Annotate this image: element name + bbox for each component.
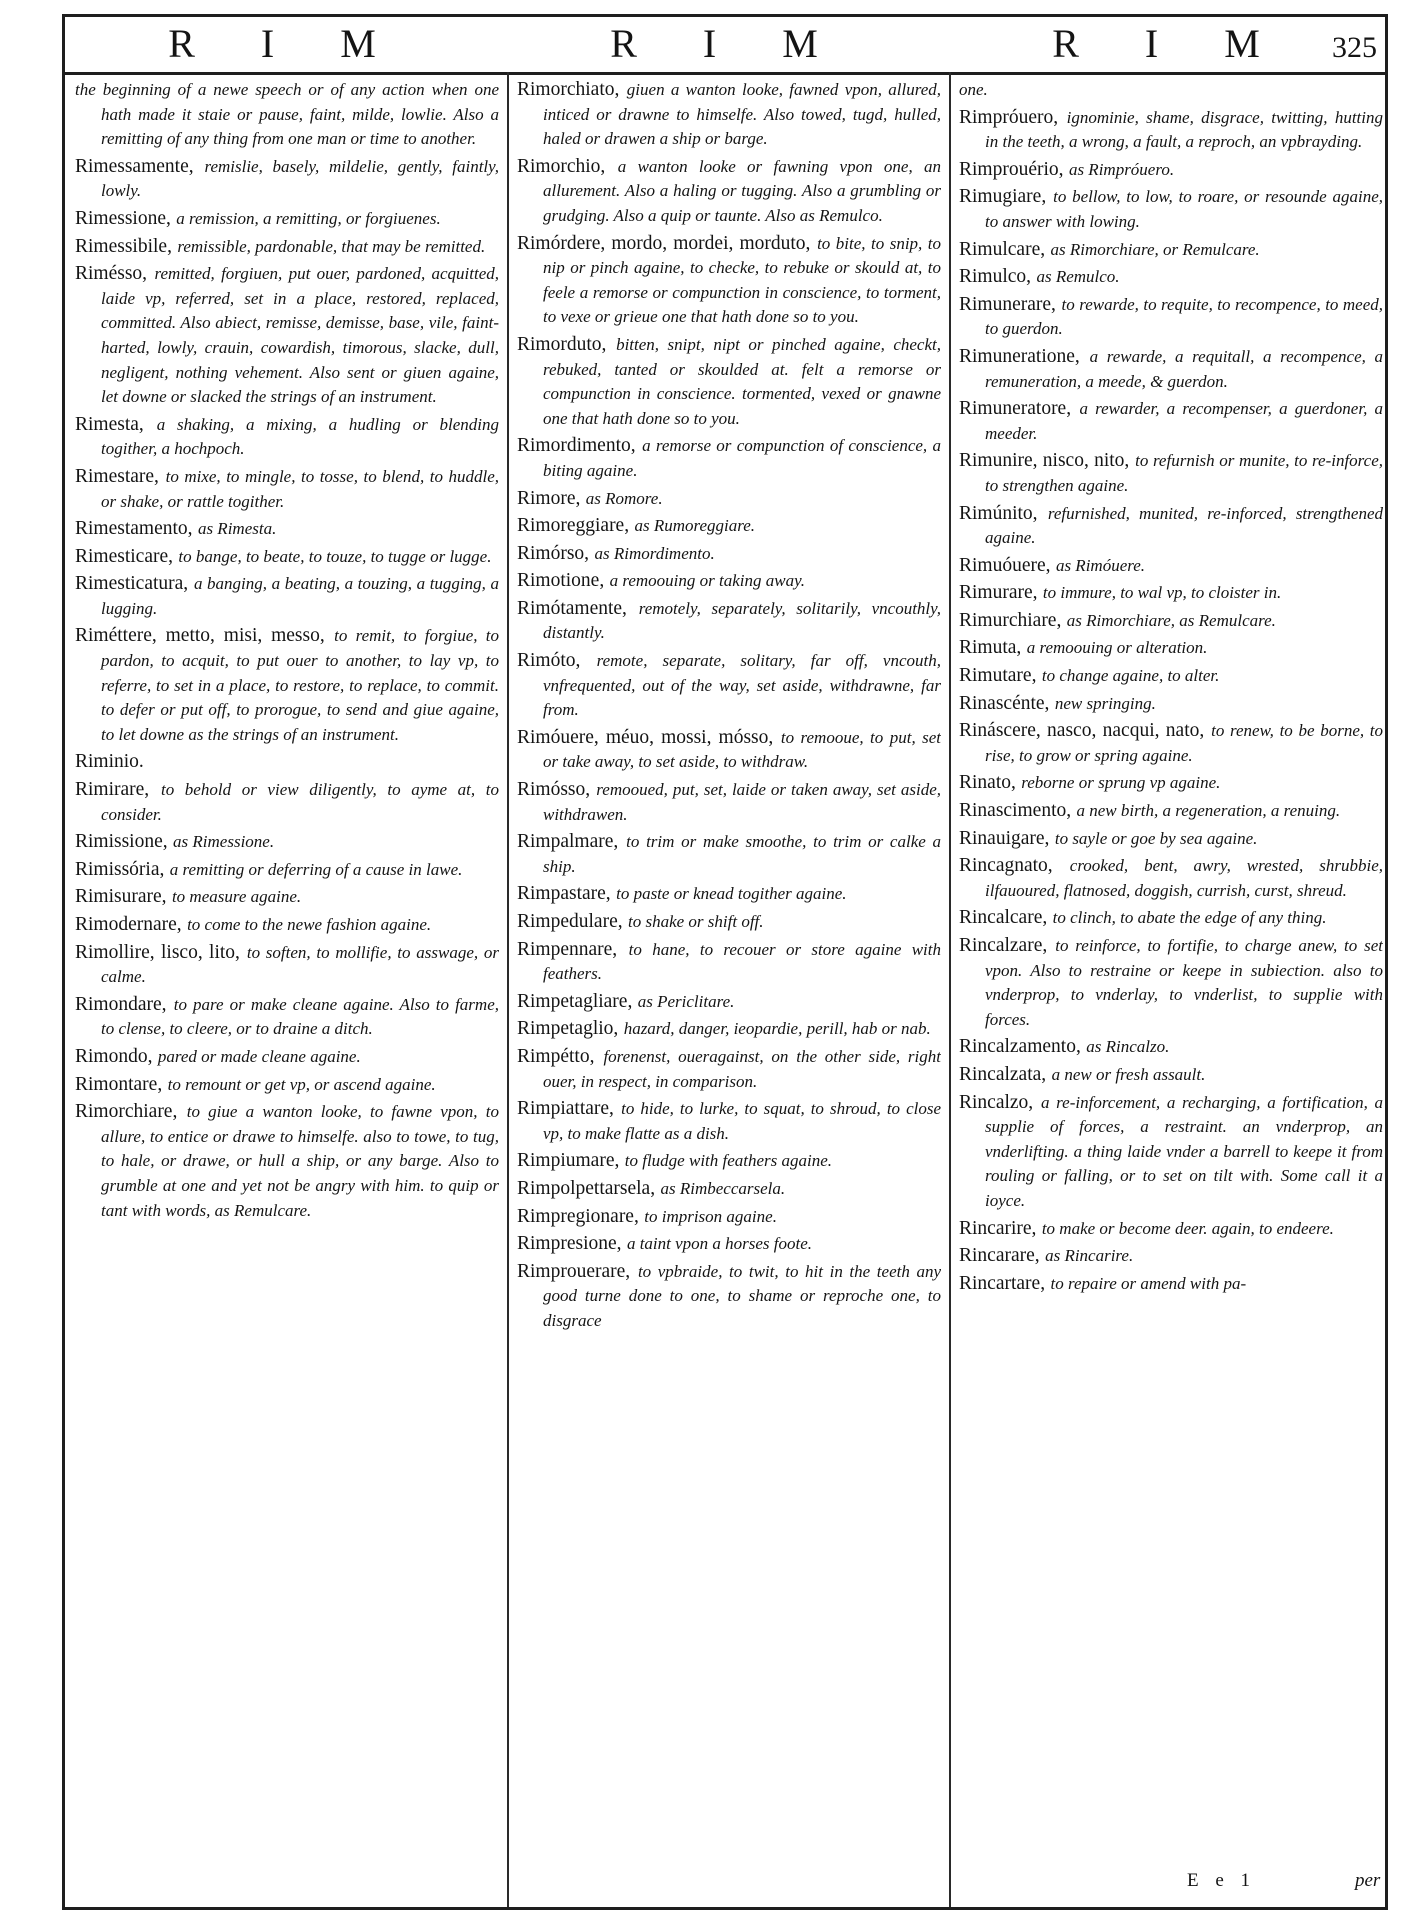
entry-definition: a re-inforcement, a recharging, a fortification, a supplie of forces, a restraint. an vnderprop, an vnderlifting. a thing laide vnder a barrell to keepe it from rouling or falling, or to set on tilt with. Some call it a ioyce.	[985, 1092, 1383, 1210]
dictionary-entry	[517, 78, 941, 152]
entry-definition: bitten, snipt, nipt or pinched againe, checkt, rebuked, tanted or skoulded at. felt a remorse or compunction in conscience. tormented, vexed or gnawne one that hath done so to you.	[543, 334, 941, 428]
entry-headword: Rimprouerare,	[517, 1260, 631, 1282]
dictionary-entry	[959, 934, 1383, 1032]
entry-definition: remislie, basely, mildelie, gently, faintly, lowly.	[101, 156, 499, 201]
column-divider-2	[949, 72, 951, 1910]
entry-headword: Rimunerare,	[959, 293, 1056, 315]
dictionary-entry	[959, 827, 1383, 852]
entry-definition: to bange, to beate, to touze, to tugge or lugge.	[178, 546, 492, 566]
dictionary-entry	[75, 262, 499, 410]
entry-definition: as Romore.	[585, 488, 663, 508]
entry-headword: Rimorchiare,	[75, 1101, 178, 1123]
entry-headword: Rimpregionare,	[517, 1205, 639, 1227]
entry-definition: ignominie, shame, disgrace, twitting, hutting in the teeth, a wrong, a fault, a reproch, an vpbrayding.	[985, 107, 1383, 152]
entry-headword: Rimpiattare,	[517, 1098, 614, 1120]
entry-headword: Rimpastare,	[517, 883, 611, 905]
entry-headword: Rimórso,	[517, 542, 590, 564]
page-number: 325	[1332, 31, 1377, 64]
dictionary-entry	[517, 1205, 941, 1230]
entry-headword: Rimodernare,	[75, 914, 182, 935]
dictionary-entry	[959, 771, 1383, 796]
entry-headword: Rimissione,	[75, 831, 168, 853]
entry-definition: a new birth, a regeneration, a renuing.	[1076, 801, 1341, 821]
entry-headword: Rimuóuere,	[959, 554, 1051, 576]
entry-headword: Rimore,	[517, 487, 581, 509]
dictionary-entry	[75, 545, 499, 570]
entry-definition: as Rimorchiare, or Remulcare.	[1050, 239, 1260, 259]
entry-headword: Rimollire, lisco, lito,	[75, 941, 240, 963]
dictionary-entry	[75, 1045, 499, 1070]
entry-definition: a wanton looke or fawning vpon one, an allurement. Also a haling or tugging. Also a grumbling or grudging. Also a quip or taunte. Also as Remulco.	[543, 156, 941, 225]
running-head	[65, 18, 1385, 70]
dictionary-entry	[517, 333, 941, 431]
entry-definition: a taint vpon a horses foote.	[626, 1234, 813, 1254]
entry-headword: Rinascimento,	[959, 800, 1072, 822]
entry-definition: to sayle or goe by sea againe.	[1054, 828, 1258, 848]
running-head-right: R I M	[1052, 21, 1288, 66]
entry-definition: crooked, bent, awry, wrested, shrubbie, ilfauoured, flatnosed, doggish, currish, curst, shreud.	[985, 856, 1383, 900]
entry-definition: to bite, to snip, to nip or pinch againe, to checke, to rebuke or skould at, to feele a remorse or compunction in conscience, to torment, to vexe or grieue one that hath done so to you.	[543, 233, 941, 327]
dictionary-entry	[959, 609, 1383, 634]
entry-definition: a remorse or compunction of conscience, a biting againe.	[543, 436, 941, 480]
dictionary-entry	[75, 778, 499, 827]
entry-headword: Riméttere, metto, misi, messo,	[75, 625, 325, 647]
entry-headword: Rimoreggiare,	[517, 515, 630, 537]
dictionary-entry	[75, 830, 499, 855]
dictionary-entry	[959, 581, 1383, 606]
entry-definition: as Rimorchiare, as Remulcare.	[1066, 610, 1276, 630]
entry-definition: to shake or shift off.	[628, 912, 764, 931]
entry-definition: remotely, separately, solitarily, vncouthly, distantly.	[543, 598, 941, 643]
entry-headword: Rimissória,	[75, 858, 165, 880]
entry-headword: Rimuneratore,	[959, 398, 1072, 420]
entry-headword: Rimpiumare,	[517, 1150, 620, 1172]
entry-headword: Rimpétto,	[517, 1045, 595, 1067]
dictionary-entry	[75, 207, 499, 232]
dictionary-entry	[75, 413, 499, 462]
entry-headword: Rimprouério,	[959, 158, 1064, 180]
entry-headword: Rincartare,	[959, 1272, 1046, 1294]
dictionary-entry	[959, 854, 1383, 903]
entry-definition: to change againe, to alter.	[1041, 666, 1220, 686]
dictionary-entry	[959, 345, 1383, 394]
top-rule	[65, 14, 1385, 17]
entry-definition: remote, separate, solitary, far off, vncouth, vnfrequented, out of the way, set aside, withdrawne, far from.	[543, 651, 941, 720]
entry-definition: to measure againe.	[171, 887, 302, 907]
entry-definition: new springing.	[1054, 693, 1156, 713]
entry-definition: remissible, pardonable, that may be remitted.	[177, 236, 486, 256]
entry-definition: hazard, danger, ieopardie, perill, hab or nab.	[623, 1019, 931, 1039]
entry-definition: to clinch, to abate the edge of any thing.	[1052, 908, 1327, 928]
entry-headword: Rimórdere, mordo, mordei, morduto,	[517, 232, 811, 254]
entry-definition: a remoouing or alteration.	[1026, 638, 1208, 658]
entry-headword: Rimorchio,	[517, 155, 606, 177]
dictionary-entry	[959, 502, 1383, 551]
entry-headword: Rincalzamento,	[959, 1036, 1081, 1058]
entry-headword: Rimurare,	[959, 582, 1038, 604]
entry-definition: one.	[959, 80, 988, 99]
dictionary-entry	[517, 882, 941, 907]
column-3	[959, 78, 1383, 1838]
dictionary-entry	[75, 750, 499, 775]
entry-headword: Rincarare,	[959, 1245, 1040, 1267]
entry-headword: Rimúnito,	[959, 502, 1038, 524]
entry-definition: pared or made cleane againe.	[157, 1046, 361, 1066]
dictionary-entry	[517, 434, 941, 483]
entry-definition: a remitting or deferring of a cause in lawe.	[169, 859, 463, 879]
entry-definition: to hide, to lurke, to squat, to shroud, to close vp, to make flatte as a dish.	[543, 1099, 941, 1143]
entry-definition: refurnished, munited, re-inforced, strengthened againe.	[985, 503, 1383, 548]
entry-headword: Rimordimento,	[517, 435, 636, 457]
dictionary-page	[62, 14, 1388, 1910]
entry-definition: as Rimordimento.	[594, 543, 715, 563]
entry-definition: forenenst, oueragainst, on the other side, right ouer, in respect, in comparison.	[543, 1046, 941, 1091]
entry-definition: to soften, to mollifie, to asswage, or calme.	[101, 942, 499, 987]
dictionary-entry	[75, 858, 499, 883]
dictionary-entry	[517, 569, 941, 594]
entry-headword: Rimpolpettarsela,	[517, 1177, 656, 1199]
dictionary-entry	[959, 1091, 1383, 1214]
entry-headword: Rimpennare,	[517, 938, 618, 960]
entry-headword: Rinauigare,	[959, 827, 1050, 849]
entry-headword: Rináscere, nasco, nacqui, nato,	[959, 720, 1205, 742]
entry-definition: to hane, to recouer or store againe with feathers.	[543, 939, 941, 984]
dictionary-entry	[75, 465, 499, 514]
entry-definition: a shaking, a mixing, a hudling or blending togither, a hochpoch.	[101, 414, 499, 459]
entry-headword: Rimpalmare,	[517, 831, 619, 853]
entry-definition: as Rimessione.	[173, 832, 275, 852]
entry-headword: Rimessibile,	[75, 235, 172, 257]
dictionary-entry	[75, 155, 499, 204]
dictionary-entry	[75, 517, 499, 542]
dictionary-entry	[75, 941, 499, 990]
entry-definition: to mixe, to mingle, to tosse, to blend, to huddle, or shake, or rattle togither.	[101, 466, 499, 511]
entry-headword: Rimestare,	[75, 465, 159, 487]
dictionary-entry	[959, 906, 1383, 931]
dictionary-entry	[75, 78, 499, 152]
entry-definition: to giue a wanton looke, to fawne vpon, to allure, to entice or drawe to himselfe. also to towe, to tug, to hale, or drawe, or hull a ship, or any barge. Also to grumble at one and yet not be angry with him. to quip or tant with words, as Remulcare.	[101, 1102, 499, 1220]
entry-headword: Rimuneratione,	[959, 345, 1080, 367]
page-footer	[65, 1864, 1385, 1904]
entry-definition: as Periclitare.	[637, 991, 735, 1011]
signature-mark: E e 1	[1187, 1870, 1257, 1891]
entry-headword: Rimesta,	[75, 413, 144, 435]
dictionary-entry	[959, 78, 1383, 103]
entry-definition: giuen a wanton looke, fawned vpon, allured, inticed or drawne to himselfe. Also towed, tugd, hulled, haled or drawen a ship or barge.	[543, 80, 941, 149]
dictionary-entry	[959, 106, 1383, 155]
entry-definition: to remooue, to put, set or take away, to set aside, to withdraw.	[543, 727, 941, 772]
entry-headword: Rimesticare,	[75, 545, 174, 567]
dictionary-entry	[75, 624, 499, 747]
dictionary-entry	[959, 1244, 1383, 1269]
entry-definition: as Rimesta.	[197, 519, 277, 539]
entry-definition: to renew, to be borne, to rise, to grow or spring againe.	[985, 721, 1383, 765]
entry-headword: Rimessamente,	[75, 155, 194, 177]
entry-headword: Rimestamento,	[75, 518, 193, 540]
bottom-rule	[65, 1907, 1385, 1910]
entry-headword: Rimisurare,	[75, 886, 167, 908]
entry-definition: a rewarder, a recompenser, a guerdoner, a meeder.	[985, 399, 1383, 443]
dictionary-entry	[517, 1260, 941, 1334]
entry-definition: to immure, to wal vp, to cloister in.	[1042, 583, 1282, 603]
dictionary-entry	[517, 542, 941, 567]
entry-definition: to pare or make cleane againe. Also to farme, to clense, to cleere, or to draine a ditch.	[101, 994, 499, 1039]
entry-definition: to come to the newe fashion againe.	[187, 915, 432, 934]
dictionary-entry	[959, 185, 1383, 234]
entry-definition: to fludge with feathers againe.	[624, 1151, 833, 1171]
entry-definition: to reinforce, to fortifie, to charge anew, to set vpon. Also to restraine or keepe in subiection. also to vnderprop, to vnderlay, to vnderlist, to supplie with forces.	[985, 936, 1383, 1029]
entry-definition: to bellow, to low, to roare, or resounde againe, to answer with lowing.	[985, 187, 1383, 231]
entry-definition: to trim or make smoothe, to trim or calke a ship.	[543, 832, 941, 876]
dictionary-entry	[959, 449, 1383, 498]
dictionary-entry	[517, 1045, 941, 1094]
dictionary-entry	[959, 158, 1383, 183]
dictionary-entry	[959, 265, 1383, 290]
entry-definition: a banging, a beating, a touzing, a tugging, a lugging.	[101, 574, 499, 618]
entry-headword: Rimpresione,	[517, 1233, 622, 1255]
entry-definition: the beginning of a newe speech or of any action when one hath made it staie or pause, faint, milde, lowlie. Also a remitting of any thing from one man or time to another.	[75, 80, 499, 149]
entry-headword: Rincalzare,	[959, 935, 1048, 956]
dictionary-entry	[517, 1149, 941, 1174]
header-rule	[65, 72, 1385, 75]
dictionary-entry	[959, 1035, 1383, 1060]
dictionary-entry	[517, 514, 941, 539]
entry-definition: to repaire or amend with pa-	[1050, 1273, 1247, 1293]
dictionary-entry	[517, 990, 941, 1015]
entry-definition: to imprison againe.	[644, 1206, 777, 1226]
dictionary-entry	[75, 885, 499, 910]
entry-headword: Rimuta,	[959, 637, 1022, 659]
dictionary-entry	[959, 692, 1383, 717]
column-2	[517, 78, 941, 1838]
dictionary-entry	[959, 554, 1383, 579]
entry-definition: remitted, forgiuen, put ouer, pardoned, acquitted, laide vp, referred, set in a place, restored, replaced, committed. Also abiect, remisse, demisse, base, vile, faint-harted, lowly, crauin, cowardish, timorous, slacke, dull, negligent, nothing vehement. Also sent or giuen againe, let downe or slacked the strings of an instrument.	[101, 264, 499, 407]
entry-definition: to refurnish or munite, to re-inforce, to strengthen againe.	[985, 451, 1383, 495]
entry-headword: Rincalzo,	[959, 1091, 1034, 1113]
running-head-left: R I M	[168, 21, 404, 66]
dictionary-entry	[959, 397, 1383, 446]
dictionary-entry	[75, 1100, 499, 1223]
entry-definition: a new or fresh assault.	[1051, 1064, 1206, 1084]
dictionary-entry	[75, 1073, 499, 1098]
entry-headword: Rimontare,	[75, 1073, 163, 1095]
entry-definition: as Rumoreggiare.	[634, 516, 756, 536]
dictionary-entry	[959, 1063, 1383, 1088]
dictionary-entry	[959, 664, 1383, 689]
dictionary-entry	[75, 572, 499, 621]
entry-definition: as Rimpróuero.	[1068, 159, 1175, 179]
dictionary-entry	[517, 1232, 941, 1257]
entry-headword: Rimurchiare,	[959, 609, 1062, 631]
dictionary-entry	[517, 487, 941, 512]
column-divider-1	[507, 72, 509, 1910]
dictionary-entry	[517, 597, 941, 646]
entry-headword: Rinascénte,	[959, 692, 1050, 714]
entry-definition: a remission, a remitting, or forgiuenes.	[176, 208, 441, 228]
entry-definition: as Remulco.	[1036, 267, 1120, 287]
dictionary-entry	[959, 1217, 1383, 1242]
entry-definition: to remount or get vp, or ascend againe.	[167, 1074, 436, 1094]
dictionary-entry	[517, 1177, 941, 1202]
entry-definition: to behold or view diligently, to ayme at, to consider.	[101, 780, 499, 824]
dictionary-entry	[517, 726, 941, 775]
dictionary-entry	[959, 1272, 1383, 1297]
entry-definition: remooued, put, set, laide or taken away, set aside, withdrawen.	[543, 780, 941, 824]
entry-definition: as Rincalzo.	[1086, 1037, 1170, 1057]
dictionary-entry	[959, 238, 1383, 263]
dictionary-entry	[75, 913, 499, 938]
dictionary-entry	[517, 155, 941, 229]
entry-definition: to rewarde, to requite, to recompence, to meed, to guerdon.	[985, 294, 1383, 339]
entry-headword: Rimpetaglio,	[517, 1018, 619, 1040]
entry-headword: Rimondo,	[75, 1045, 153, 1067]
dictionary-entry	[517, 1097, 941, 1146]
entry-definition: to paste or knead togither againe.	[616, 884, 847, 904]
entry-headword: Riminio.	[75, 751, 144, 773]
dictionary-entry	[517, 910, 941, 935]
dictionary-entry	[517, 778, 941, 827]
entry-headword: Rinato,	[959, 772, 1016, 794]
entry-headword: Rimóuere, méuo, mossi, mósso,	[517, 726, 774, 748]
entry-headword: Rimessione,	[75, 207, 171, 229]
dictionary-entry	[959, 293, 1383, 342]
entry-definition: to vpbraide, to twit, to hit in the teeth any good turne done to one, to shame or reproche one, to disgrace	[543, 1261, 941, 1330]
dictionary-entry	[517, 232, 941, 330]
entry-headword: Rimesticatura,	[75, 573, 189, 595]
entry-headword: Rimótamente,	[517, 597, 627, 619]
dictionary-entry	[75, 235, 499, 260]
entry-headword: Rimpetagliare,	[517, 990, 633, 1012]
running-head-center: R I M	[610, 21, 846, 66]
entry-headword: Rimunire, nisco, nito,	[959, 450, 1130, 472]
dictionary-entry	[75, 993, 499, 1042]
dictionary-entry	[517, 1017, 941, 1042]
entry-headword: Rimpedulare,	[517, 911, 623, 932]
dictionary-entry	[517, 938, 941, 987]
dictionary-entry	[959, 799, 1383, 824]
entry-definition: reborne or sprung vp againe.	[1021, 773, 1221, 793]
entry-headword: Rimondare,	[75, 993, 167, 1015]
entry-definition: to remit, to forgiue, to pardon, to acquit, to put ouer to another, to lay vp, to referre, to set in a place, to restore, to replace, to commit. to defer or put off, to prorogue, to send and giue againe, to let downe as the strings of an instrument.	[101, 626, 499, 744]
entry-definition: a remoouing or taking away.	[609, 571, 805, 591]
entry-headword: Rimotione,	[517, 570, 605, 592]
entry-headword: Rimósso,	[517, 779, 591, 801]
dictionary-entry	[517, 649, 941, 723]
entry-headword: Rincarire,	[959, 1217, 1037, 1239]
dictionary-entry	[959, 636, 1383, 661]
entry-definition: as Rimbeccarsela.	[660, 1178, 786, 1198]
entry-headword: Rimutare,	[959, 665, 1037, 687]
entry-definition: as Rincarire.	[1045, 1246, 1134, 1266]
entry-headword: Rincalcare,	[959, 907, 1048, 929]
dictionary-entry	[517, 830, 941, 879]
entry-definition: a rewarde, a requitall, a recompence, a remuneration, a meede, & guerdon.	[985, 346, 1383, 391]
entry-headword: Rimirare,	[75, 779, 150, 801]
entry-definition: to make or become deer. again, to endeere.	[1041, 1218, 1334, 1238]
entry-headword: Rimugiare,	[959, 186, 1047, 208]
entry-headword: Rincalzata,	[959, 1063, 1047, 1085]
entry-headword: Rimorduto,	[517, 333, 607, 355]
entry-headword: Rimorchiato,	[517, 79, 620, 100]
column-1	[75, 78, 499, 1838]
entry-headword: Rimulco,	[959, 266, 1032, 288]
entry-headword: Rimóto,	[517, 650, 581, 672]
entry-headword: Rincagnato,	[959, 855, 1053, 877]
entry-headword: Rimpróuero,	[959, 106, 1059, 128]
dictionary-entry	[959, 719, 1383, 768]
entry-definition: as Rimóuere.	[1055, 555, 1146, 575]
entry-headword: Rimulcare,	[959, 238, 1046, 260]
catchword: per	[1355, 1870, 1381, 1891]
entry-headword: Riméssо,	[75, 263, 148, 285]
